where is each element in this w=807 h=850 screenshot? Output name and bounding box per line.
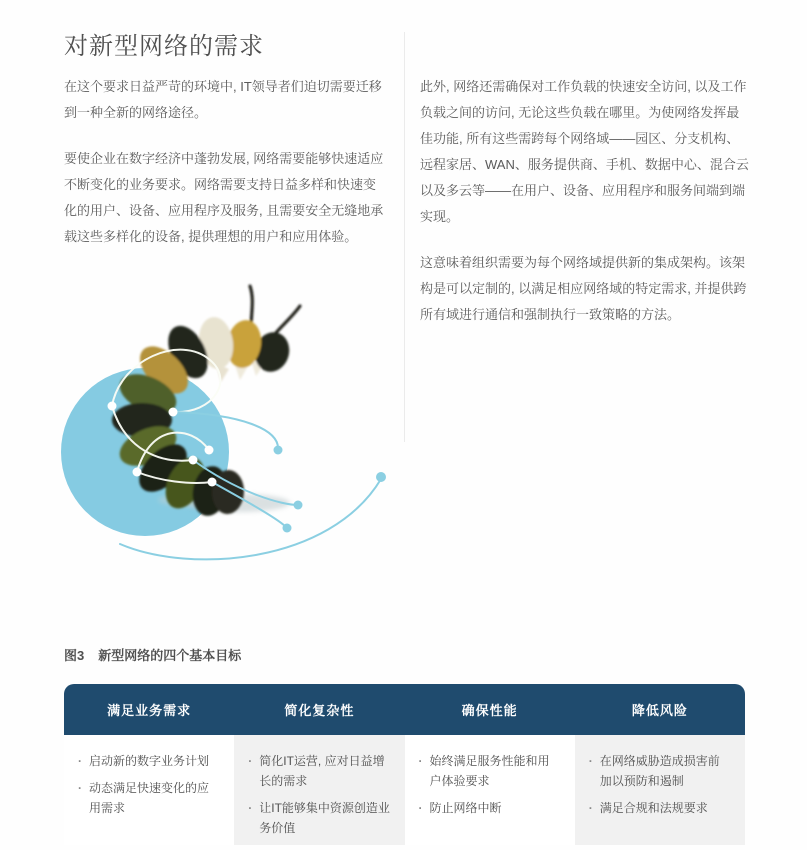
figure-label: 图3: [64, 648, 85, 663]
goal-item: · 防止网络中断: [419, 798, 561, 818]
paragraph: 在这个要求日益严苛的环境中, IT领导者们迫切需要迁移到一种全新的网络途径。: [64, 79, 382, 120]
body-column-right: [420, 74, 752, 348]
goal-column-header: 满足业务需求: [107, 703, 192, 718]
goal-column: [575, 735, 745, 845]
figure-caption: [64, 645, 241, 664]
goals-table-header-row: [64, 684, 745, 735]
body-column-left: [64, 74, 384, 270]
goal-item: · 启动新的数字业务计划: [78, 751, 220, 771]
page-title: 对新型网络的需求: [64, 33, 264, 60]
goal-item: · 在网络威胁造成损害前加以预防和遏制: [589, 751, 731, 791]
goals-table: [64, 684, 745, 845]
goal-item: · 动态满足快速变化的应用需求: [78, 778, 220, 818]
paragraph: 这意味着组织需要为每个网络域提供新的集成架构。该架构是可以定制的, 以满足相应网络域的特定需求, 并提供跨所有域进行通信和强制执行一致策略的方法。: [420, 255, 747, 322]
goal-item: · 让IT能够集中资源创造业务价值: [248, 798, 390, 838]
goal-column: [405, 735, 575, 845]
goal-column: [64, 735, 234, 845]
goal-column-header: 确保性能: [461, 703, 518, 718]
goal-column: [234, 735, 404, 845]
goal-column-header: 降低风险: [631, 703, 688, 718]
goal-item: · 始终满足服务性能和用户体验要求: [419, 751, 561, 791]
paragraph: 要使企业在数字经济中蓬勃发展, 网络需要能够快速适应不断变化的业务要求。网络需要支持日益多样和快速变化的用户、设备、应用程序及服务, 且需要安全无缝地承载这些多样化的设备, 提供理想的用户和应用体验。: [64, 151, 384, 244]
figure-title: 新型网络的四个基本目标: [98, 648, 242, 663]
goal-item: · 简化IT运营, 应对日益增长的需求: [248, 751, 390, 791]
caterpillar-network-illustration: [48, 262, 412, 564]
paragraph: 此外, 网络还需确保对工作负载的快速安全访问, 以及工作负载之间的访问, 无论这些负载在哪里。为使网络发挥最佳功能, 所有这些需跨每个网络域——园区、分支机构、远程家居、WAN、服务提供商、手机、数据中心、混合云以及多云等——在用户、设备、应用程序和服务间端到端实现。: [420, 79, 749, 224]
goals-table-body-row: [64, 735, 745, 845]
goal-item: · 满足合规和法规要求: [589, 798, 731, 818]
goal-column-header: 简化复杂性: [284, 703, 355, 718]
